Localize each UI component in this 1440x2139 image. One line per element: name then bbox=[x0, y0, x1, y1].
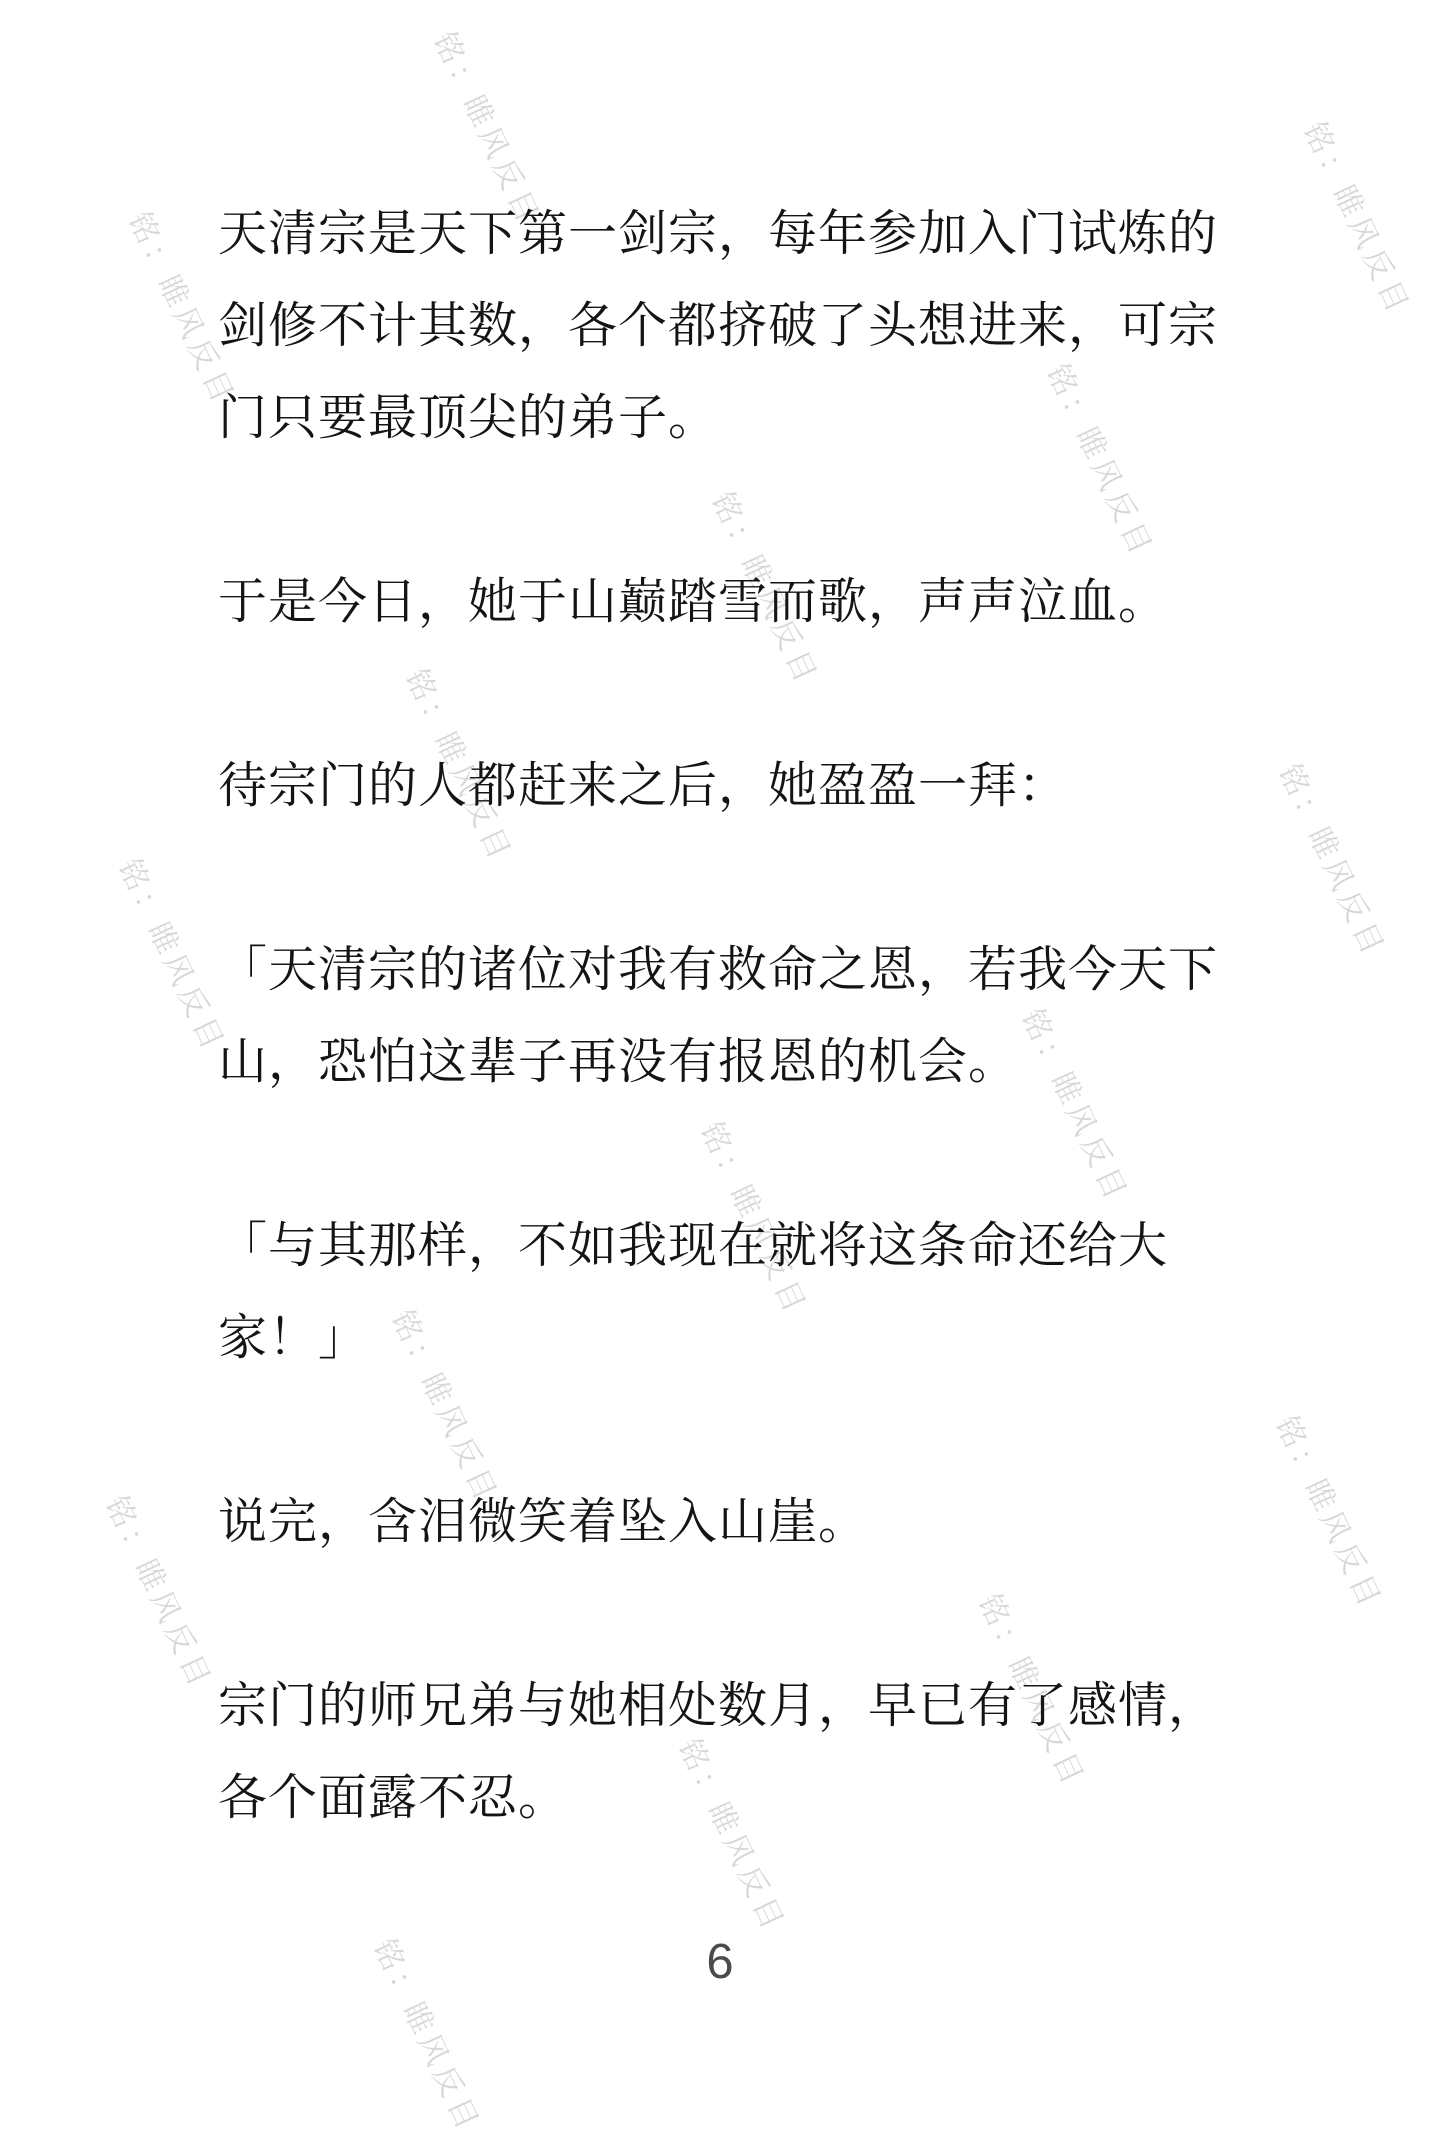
watermark-text: 铭：睢风反目 bbox=[120, 206, 242, 412]
paragraph-6: 说完，含泪微笑着坠入山崖。 bbox=[218, 1493, 869, 1550]
watermark-text: 铭：睢风反目 bbox=[383, 1304, 505, 1510]
watermark-text: 铭：睢风反目 bbox=[1295, 116, 1417, 322]
watermark-text: 铭：睢风反目 bbox=[365, 1933, 487, 2139]
watermark-text: 铭：睢风反目 bbox=[970, 1588, 1092, 1794]
watermark-text: 铭：睢风反目 bbox=[1038, 358, 1160, 564]
watermark-text: 铭：睢风反目 bbox=[425, 26, 547, 232]
document-content bbox=[218, 188, 1238, 1844]
page-number: 6 bbox=[706, 1935, 734, 1989]
watermark-text: 铭：睢风反目 bbox=[692, 1116, 814, 1322]
paragraph-4: 「天清宗的诸位对我有救命之恩，若我今天下山，恐怕这辈子再没有报恩的机会。 bbox=[218, 941, 1219, 1090]
paragraph-2: 于是今日，她于山巅踏雪而歌，声声泣血。 bbox=[218, 573, 1169, 630]
paragraph-7: 宗门的师兄弟与她相处数月，早已有了感情，各个面露不忍。 bbox=[218, 1677, 1219, 1826]
watermark-text: 铭：睢风反目 bbox=[670, 1733, 792, 1939]
watermark-text: 铭：睢风反目 bbox=[1270, 758, 1392, 964]
watermark-text: 铭：睢风反目 bbox=[703, 486, 825, 692]
watermark-text: 铭：睢风反目 bbox=[1013, 1003, 1135, 1209]
watermark-text: 铭：睢风反目 bbox=[1267, 1410, 1389, 1616]
watermark-text: 铭：睢风反目 bbox=[110, 853, 232, 1059]
paragraph-1: 天清宗是天下第一剑宗，每年参加入门试炼的剑修不计其数，各个都挤破了头想进来，可宗门只要最顶尖的弟子。 bbox=[218, 205, 1219, 446]
watermark-text: 铭：睢风反目 bbox=[397, 663, 519, 869]
paragraph-3: 待宗门的人都赶来之后，她盈盈一拜： bbox=[218, 757, 1069, 814]
watermark-text: 铭：睢风反目 bbox=[97, 1490, 219, 1696]
paragraph-5: 「与其那样，不如我现在就将这条命还给大家！」 bbox=[218, 1217, 1169, 1366]
